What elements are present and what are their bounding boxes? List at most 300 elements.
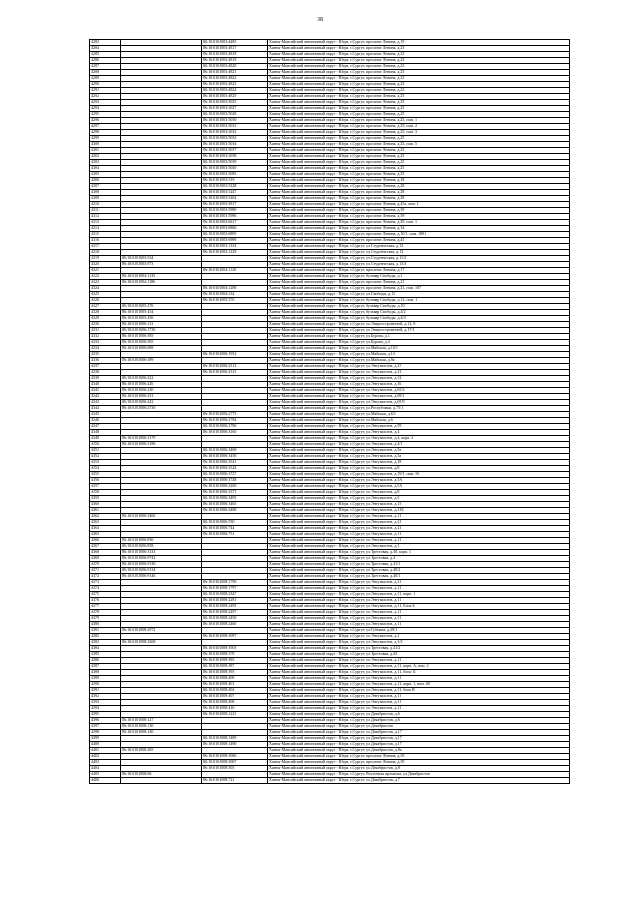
address-cell: Ханты-Мансийский автономный округ - Югра, г.Сургут, проспект Ленина, д.23 bbox=[268, 88, 570, 94]
address-cell: Ханты-Мансийский автономный округ - Югра, г.Сургут, ул.Трестовая, д.30, корп. 1 bbox=[268, 550, 570, 556]
row-number-cell: 4291 bbox=[90, 88, 121, 94]
row-number-cell: 4386 bbox=[90, 658, 121, 664]
address-cell: Ханты-Мансийский автономный округ - Югра, г.Сургут, ул.Бурова, д.3 bbox=[268, 340, 570, 346]
building-cadastral-cell: 86:10:0101006:2786 bbox=[202, 424, 268, 430]
address-cell: Ханты-Мансийский автономный округ - Югра, г.Сургут, ул.Энтузиастов, д.5 bbox=[268, 496, 570, 502]
address-cell: Ханты-Мансийский автономный округ - Югра, г.Сургут, ул.Энтузиастов, д.11 bbox=[268, 538, 570, 544]
building-cadastral-cell: 86:10:0101008:395 bbox=[202, 670, 268, 676]
address-cell: Ханты-Мансийский автономный округ - Югра, г.Сургут, проспект Ленина, д.28 bbox=[268, 190, 570, 196]
address-cell: Ханты-Мансийский автономный округ - Югра, г.Сургут, бульвар Свободы, д.10 bbox=[268, 304, 570, 310]
address-cell: Ханты-Мансийский автономный округ - Югра, г.Сургут, проспект Ленина, д.19 bbox=[268, 40, 570, 46]
building-cadastral-cell: 86:10:0101003:4824 bbox=[202, 88, 268, 94]
address-cell: Ханты-Мансийский автономный округ - Югра, г.Сургут, ул.Губкина, д.29/1 bbox=[268, 628, 570, 634]
row-number-cell: 4366 bbox=[90, 538, 121, 544]
building-cadastral-cell: 86:10:0101003:5027 bbox=[202, 106, 268, 112]
address-cell: Ханты-Мансийский автономный округ - Югра, г.Сургут, ул.Энтузиастов, д.59 bbox=[268, 424, 570, 430]
land-plot-cell: 86:10:0101006:231 bbox=[121, 394, 202, 400]
address-cell: Ханты-Мансийский автономный округ - Югра, г.Сургут, ул.Энтузиастов, д.5А bbox=[268, 478, 570, 484]
row-number-cell: 4356 bbox=[90, 478, 121, 484]
building-cadastral-cell: 86:10:0101006:2784 bbox=[202, 418, 268, 424]
address-cell: Ханты-Мансийский автономный округ - Югра, г.Сургут, проспект Ленина, д.25 bbox=[268, 166, 570, 172]
row-number-cell: 4393 bbox=[90, 700, 121, 706]
land-plot-cell: 86:10:0101008:285 bbox=[121, 748, 202, 754]
building-cadastral-cell: 86:10:0101003:5986 bbox=[202, 214, 268, 220]
address-cell: Ханты-Мансийский автономный округ - Югра, г.Сургут, проспект Ленина, д.25, пом. 3 bbox=[268, 130, 570, 136]
address-cell: Ханты-Мансийский автономный округ - Югра, г.Сургут, ул.Декабристов bbox=[268, 724, 570, 730]
row-number-cell: 4312 bbox=[90, 214, 121, 220]
address-cell: Ханты-Мансийский автономный округ - Югра, г.Сургут, проспект Ленина, д.39 bbox=[268, 754, 570, 760]
building-cadastral-cell: 86:10:0101006:751 bbox=[202, 532, 268, 538]
address-cell: Ханты-Мансийский автономный округ - Югра, г.Сургут, ул.Энтузиастов, д.21 bbox=[268, 526, 570, 532]
row-number-cell: 4406 bbox=[90, 778, 121, 784]
building-cadastral-cell: 86:10:0101003:5037 bbox=[202, 148, 268, 154]
land-plot-cell: 86:10:0101006:1730 bbox=[121, 328, 202, 334]
building-cadastral-cell: 86:10:0101003:5034 bbox=[202, 142, 268, 148]
address-cell: Ханты-Мансийский автономный округ - Югра, г.Сургут, проспект Ленина, д.25 bbox=[268, 100, 570, 106]
building-cadastral-cell: 86:10:0101008:2450 bbox=[202, 616, 268, 622]
row-number-cell: 4404 bbox=[90, 766, 121, 772]
row-number-cell: 4353 bbox=[90, 460, 121, 466]
address-cell: Ханты-Мансийский автономный округ - Югра, г.Сургут, ул.Свободы, д.11 bbox=[268, 292, 570, 298]
building-cadastral-cell: 86:10:0101003:6895 bbox=[202, 232, 268, 238]
address-cell: Ханты-Мансийский автономный округ - Югра, г.Сургут, ул.Декабристов, д.6 bbox=[268, 718, 570, 724]
land-plot-cell: 86:10:0101008:140 bbox=[121, 730, 202, 736]
building-cadastral-cell: 86:10:0101008:387 bbox=[202, 664, 268, 670]
row-number-cell: 4310 bbox=[90, 202, 121, 208]
building-cadastral-cell: 86:10:0101003:4819 bbox=[202, 58, 268, 64]
row-number-cell: 4384 bbox=[90, 646, 121, 652]
building-cadastral-cell: 86:10:0101003:5025 bbox=[202, 100, 268, 106]
land-plot-cell: 86:10:0101006:226 bbox=[121, 382, 202, 388]
row-number-cell: 4316 bbox=[90, 238, 121, 244]
building-cadastral-cell: 86:10:0101006:3465 bbox=[202, 502, 268, 508]
building-cadastral-cell: 86:10:0101003:4821 bbox=[202, 70, 268, 76]
address-cell: Ханты-Мансийский автономный округ - Югра, г.Сургут, бульвар Свободы, д.12, пом. 1 bbox=[268, 298, 570, 304]
building-cadastral-cell: 86:10:0101006:3727 bbox=[202, 472, 268, 478]
address-cell: Ханты-Мансийский автономный округ - Югра, г.Сургут, проспект Ленина, д.23 bbox=[268, 94, 570, 100]
address-cell: Ханты-Мансийский автономный округ - Югра, г.Сургут, ул.Майская, д.6/1 bbox=[268, 412, 570, 418]
land-plot-cell: 86:10:0101006:3186 bbox=[121, 442, 202, 448]
building-cadastral-cell: 86:10:0101003:5040 bbox=[202, 166, 268, 172]
row-number-cell: 4313 bbox=[90, 220, 121, 226]
address-cell: Ханты-Мансийский автономный округ - Югра, г.Сургут, проспект Ленина, д.25 bbox=[268, 112, 570, 118]
building-cadastral-cell: 86:10:0101003:5262 bbox=[202, 196, 268, 202]
row-number-cell: 4402 bbox=[90, 754, 121, 760]
address-cell: Ханты-Мансийский автономный округ - Югра, г.Сургут, ул.Трестовая, д.40/2 bbox=[268, 568, 570, 574]
building-cadastral-cell: 86:10:0101003:5817 bbox=[202, 202, 268, 208]
address-cell: Ханты-Мансийский автономный округ - Югра, г.Сургут, ул.Энтузиастов, д.18 bbox=[268, 460, 570, 466]
building-cadastral-cell: 86:10:0101006:3495 bbox=[202, 496, 268, 502]
building-cadastral-cell: 86:10:0101008:3087 bbox=[202, 634, 268, 640]
row-number-cell: 4377 bbox=[90, 604, 121, 610]
building-cadastral-cell: 86:10:0101003:6866 bbox=[202, 226, 268, 232]
address-cell: Ханты-Мансийский автономный округ - Югра, г.Сургут, проспект Ленина, д.25 bbox=[268, 148, 570, 154]
row-number-cell: 4373 bbox=[90, 580, 121, 586]
row-number-cell: 4294 bbox=[90, 106, 121, 112]
address-cell: Ханты-Мансийский автономный округ - Югра, г.Сургут, ул.Энтузиастов, д.11 bbox=[268, 700, 570, 706]
building-cadastral-cell: 86:10:0101004:1120 bbox=[202, 268, 268, 274]
building-cadastral-cell: 86:10:0101004:234 bbox=[202, 292, 268, 298]
land-plot-cell: 86:10:0101006:3179 bbox=[121, 436, 202, 442]
row-number-cell: 4374 bbox=[90, 586, 121, 592]
row-number-cell: 4338 bbox=[90, 370, 121, 376]
address-cell: Ханты-Мансийский автономный округ - Югра, г.Сургут, ул.Студенческая, д.13 bbox=[268, 244, 570, 250]
building-cadastral-cell: 86:10:0101003:5085 bbox=[202, 172, 268, 178]
row-number-cell: 4394 bbox=[90, 706, 121, 712]
row-number-cell: 4392 bbox=[90, 694, 121, 700]
address-cell: Ханты-Мансийский автономный округ - Югра, г.Сургут, ул.Энтузиастов, д.4 bbox=[268, 430, 570, 436]
land-plot-cell: 86:10:0101006:222 bbox=[121, 376, 202, 382]
address-cell: Ханты-Мансийский автономный округ - Югра, г.Сургут, ул.Энтузиастов, д.21 bbox=[268, 520, 570, 526]
address-cell: Ханты-Мансийский автономный округ - Югра, г.Сургут, ул.Энтузиастов, д.15 bbox=[268, 502, 570, 508]
row-number-cell: 4360 bbox=[90, 502, 121, 508]
row-number-cell: 4288 bbox=[90, 70, 121, 76]
address-cell: Ханты-Мансийский автономный округ - Югра, г.Сургут, проспект Ленина, д.28 bbox=[268, 196, 570, 202]
building-cadastral-cell: 86:10:0101008:3066 bbox=[202, 754, 268, 760]
address-cell: Ханты-Мансийский автономный округ - Югра, г.Сургут, ул.Энтузиастов, д.11 bbox=[268, 598, 570, 604]
address-cell: Ханты-Мансийский автономный округ - Югра, г.Сургут, ул.Энтузиастов, д.11 bbox=[268, 694, 570, 700]
building-cadastral-cell: 86:10:0101003:5038 bbox=[202, 154, 268, 160]
row-number-cell: 4284 bbox=[90, 46, 121, 52]
land-plot-cell: 86:10:0101005:454 bbox=[121, 310, 202, 316]
address-cell: Ханты-Мансийский автономный округ - Югра, г.Сургут, проспект Ленина, д.23 bbox=[268, 52, 570, 58]
land-plot-cell: 86:10:0101006:9134 bbox=[121, 568, 202, 574]
address-cell: Ханты-Мансийский автономный округ - Югра, г.Сургут, проспект Ленина, д.23 bbox=[268, 70, 570, 76]
row-number-cell: 4352 bbox=[90, 454, 121, 460]
row-number-cell: 4339 bbox=[90, 376, 121, 382]
row-number-cell: 4311 bbox=[90, 208, 121, 214]
row-number-cell: 4385 bbox=[90, 652, 121, 658]
building-cadastral-cell: 86:10:0101004:1288 bbox=[202, 286, 268, 292]
row-number-cell: 4354 bbox=[90, 466, 121, 472]
row-number-cell: 4327 bbox=[90, 304, 121, 310]
row-number-cell: 4314 bbox=[90, 226, 121, 232]
address-cell: Ханты-Мансийский автономный округ - Югра, г.Сургут, ул.Энтузиастов, д.11, Блок Б bbox=[268, 604, 570, 610]
address-cell: Ханты-Мансийский автономный округ - Югра, г.Сургут, ул.Энергостроителей, д.12, 8 bbox=[268, 322, 570, 328]
land-plot-cell: 86:10:0101006:858 bbox=[121, 544, 202, 550]
address-cell: Ханты-Мансийский автономный округ - Югра, г.Сургут, ул.Энтузиастов, д.11, блок В bbox=[268, 688, 570, 694]
row-number-cell: 4325 bbox=[90, 292, 121, 298]
row-number-cell: 4289 bbox=[90, 76, 121, 82]
address-cell: Ханты-Мансийский автономный округ - Югра, г.Сургут, ул.Республики, д.75/1 bbox=[268, 406, 570, 412]
row-number-cell: 4357 bbox=[90, 484, 121, 490]
address-cell: Ханты-Мансийский автономный округ - Югра, г.Сургут, ул.Декабристов, д.17 bbox=[268, 736, 570, 742]
row-number-cell: 4293 bbox=[90, 100, 121, 106]
address-cell: Ханты-Мансийский автономный округ - Югра, г.Сургут, ул.Энтузиастов, д.1 bbox=[268, 544, 570, 550]
address-cell: Ханты-Мансийский автономный округ - Югра, г.Сургут, ул.Энтузиастов, д.11, корп. А, пом. 2 bbox=[268, 664, 570, 670]
row-number-cell: 4359 bbox=[90, 496, 121, 502]
building-cadastral-cell: 86:10:0101003:5032 bbox=[202, 130, 268, 136]
land-plot-cell: 86:10:0101004:1135 bbox=[121, 274, 202, 280]
row-number-cell: 4297 bbox=[90, 124, 121, 130]
address-cell: Ханты-Мансийский автономный округ - Югра, г.Сургут, ул.Энтузиастов, д.11 bbox=[268, 616, 570, 622]
land-plot-cell: 86:10:0101008:127 bbox=[121, 718, 202, 724]
address-cell: Ханты-Мансийский автономный округ - Югра, г.Сургут, проспект Ленина, д.34 bbox=[268, 226, 570, 232]
row-number-cell: 4318 bbox=[90, 250, 121, 256]
address-cell: Ханты-Мансийский автономный округ - Югра, г.Сургут, ул.Декабристов, д.6 bbox=[268, 712, 570, 718]
row-number-cell: 4403 bbox=[90, 760, 121, 766]
address-cell: Ханты-Мансийский автономный округ - Югра, г.Сургут, ул.Энтузиастов, д.69/1 bbox=[268, 394, 570, 400]
row-number-cell: 4348 bbox=[90, 430, 121, 436]
land-plot-cell: 86:10:0101006:9742 bbox=[121, 556, 202, 562]
address-cell: Ханты-Мансийский автономный округ - Югра, г.Сургут, ул.Майская, д.10/1 bbox=[268, 346, 570, 352]
building-cadastral-cell: 86:10:0101003:4823 bbox=[202, 82, 268, 88]
row-number-cell: 4405 bbox=[90, 772, 121, 778]
address-cell: Ханты-Мансийский автономный округ - Югра, г.Сургут, ул.Энтузиастов, д.11 bbox=[268, 532, 570, 538]
address-cell: Ханты-Мансийский автономный округ - Югра, г.Сургут, ул.Энтузиастов, д.11 bbox=[268, 676, 570, 682]
building-cadastral-cell: 86:10:0101003:5247 bbox=[202, 190, 268, 196]
land-plot-cell: 86:10:0101008:3268 bbox=[121, 640, 202, 646]
building-cadastral-cell: 86:10:0101008:1790 bbox=[202, 580, 268, 586]
row-number-cell: 4380 bbox=[90, 622, 121, 628]
land-plot-cell: 86:10:0101006:242 bbox=[121, 400, 202, 406]
row-number-cell: 4388 bbox=[90, 670, 121, 676]
building-cadastral-cell: 86:10:0101003:4822 bbox=[202, 76, 268, 82]
address-cell: Ханты-Мансийский автономный округ - Югра, г.Сургут, ул.Студенческая, д.13/3 bbox=[268, 262, 570, 268]
row-number-cell: 4306 bbox=[90, 178, 121, 184]
row-number-cell: 4351 bbox=[90, 448, 121, 454]
address-cell: Ханты-Мансийский автономный округ - Югра, г.Сургут, ул.Энтузиастов, д.8 bbox=[268, 490, 570, 496]
address-cell: Ханты-Мансийский автономный округ - Югра, г.Сургут, проспект Ленина, д.25, пом. 2 bbox=[268, 124, 570, 130]
row-number-cell: 4292 bbox=[90, 94, 121, 100]
row-number-cell: 4362 bbox=[90, 514, 121, 520]
row-number-cell: 4320 bbox=[90, 262, 121, 268]
row-number-cell: 4347 bbox=[90, 424, 121, 430]
land-plot-cell: 86:10:0101006:9130 bbox=[121, 562, 202, 568]
row-number-cell: 4295 bbox=[90, 112, 121, 118]
row-number-cell: 4349 bbox=[90, 436, 121, 442]
address-cell: Ханты-Мансийский автономный округ - Югра, г.Сургут, ул.Энтузиастов, д.11, корп. 1 bbox=[268, 592, 570, 598]
address-cell: Ханты-Мансийский автономный округ - Югра, г.Сургут, проспект Ленина, д.21 bbox=[268, 280, 570, 286]
building-cadastral-cell: 86:10:0101008:2347 bbox=[202, 592, 268, 598]
land-plot-cell: 86:10:0101006:688 bbox=[121, 346, 202, 352]
address-cell: Ханты-Мансийский автономный округ - Югра, г.Сургут, проспект Ленина, д.39 bbox=[268, 214, 570, 220]
building-cadastral-cell: 86:10:0101003:4825 bbox=[202, 94, 268, 100]
building-cadastral-cell: 86:10:0101008:378 bbox=[202, 652, 268, 658]
address-cell: Ханты-Мансийский автономный округ - Югра, г.Сургут, ул.Энтузиастов, д.11 bbox=[268, 610, 570, 616]
building-cadastral-cell: 86:10:0101003:5030 bbox=[202, 118, 268, 124]
row-number-cell: 4361 bbox=[90, 508, 121, 514]
building-cadastral-cell: 86:10:0101003:4820 bbox=[202, 64, 268, 70]
address-cell: Ханты-Мансийский автономный округ - Югра, г.Сургут, ул.Студенческая, д.13 bbox=[268, 250, 570, 256]
building-cadastral-cell: 86:10:0101003:4818 bbox=[202, 52, 268, 58]
row-number-cell: 4364 bbox=[90, 526, 121, 532]
land-plot-cell bbox=[121, 778, 202, 784]
row-number-cell: 4304 bbox=[90, 166, 121, 172]
address-cell: Ханты-Мансийский автономный округ - Югра, г.Сургут, ул.Майская, д.14 bbox=[268, 352, 570, 358]
land-plot-cell: 86:10:0101006:9146 bbox=[121, 574, 202, 580]
address-cell: Ханты-Мансийский автономный округ - Югра, г.Сургут, проспект Ленина, д.25 bbox=[268, 136, 570, 142]
registry-table bbox=[89, 39, 570, 784]
address-cell: Ханты-Мансийский автономный округ - Югра, г.Сургут, ул.Декабристов, д.7 bbox=[268, 778, 570, 784]
row-number-cell: 4370 bbox=[90, 562, 121, 568]
land-plot-cell: 86:10:0101006:3133 bbox=[121, 550, 202, 556]
address-cell: Ханты-Мансийский автономный округ - Югра, г.Сургут, проспект Ленина, д.23 bbox=[268, 64, 570, 70]
row-number-cell: 4329 bbox=[90, 316, 121, 322]
address-cell: Ханты-Мансийский автономный округ - Югра, г.Сургут, ул.Бурова, д.1 bbox=[268, 334, 570, 340]
address-cell: Ханты-Мансийский автономный округ - Югра, г.Сургут, проспект Ленина, д.39 bbox=[268, 208, 570, 214]
row-number-cell: 4400 bbox=[90, 742, 121, 748]
row-number-cell: 4372 bbox=[90, 574, 121, 580]
row-number-cell: 4322 bbox=[90, 274, 121, 280]
row-number-cell: 4300 bbox=[90, 142, 121, 148]
building-cadastral-cell: 86:10:0101008:721 bbox=[202, 778, 268, 784]
row-number-cell: 4375 bbox=[90, 592, 121, 598]
row-number-cell: 4378 bbox=[90, 610, 121, 616]
building-cadastral-cell: 86:10:0101008:385 bbox=[202, 658, 268, 664]
building-cadastral-cell: 86:10:0101006:3468 bbox=[202, 448, 268, 454]
row-number-cell: 4369 bbox=[90, 556, 121, 562]
building-cadastral-cell: 86:10:0101003:4485 bbox=[202, 40, 268, 46]
row-number-cell: 4368 bbox=[90, 550, 121, 556]
building-cadastral-cell: 86:10:0101006:2315 bbox=[202, 370, 268, 376]
address-cell: Ханты-Мансийский автономный округ - Югра, г.Сургут, ул.Энтузиастов, д.4, корп. 2 bbox=[268, 436, 570, 442]
row-number-cell: 4355 bbox=[90, 472, 121, 478]
address-cell: Ханты-Мансийский автономный округ - Югра, г.Сургут, проспект Ленина, д.23 bbox=[268, 46, 570, 52]
building-cadastral-cell: 86:10:0101008:1797 bbox=[202, 586, 268, 592]
row-number-cell: 4343 bbox=[90, 400, 121, 406]
row-number-cell: 4333 bbox=[90, 340, 121, 346]
building-cadastral-cell: 86:10:0101003:5228 bbox=[202, 184, 268, 190]
address-cell: Ханты-Мансийский автономный округ - Югра, г.Сургут, ул.Декабристов, д.8 bbox=[268, 766, 570, 772]
land-plot-cell: 86:10:0101006:2730 bbox=[121, 406, 202, 412]
land-plot-cell: 86:10:0101008:2972 bbox=[121, 628, 202, 634]
address-cell: Ханты-Мансийский автономный округ - Югра, г.Сургут, ул.Майская, д.6 bbox=[268, 418, 570, 424]
row-number-cell: 4382 bbox=[90, 634, 121, 640]
row-number-cell: 4324 bbox=[90, 286, 121, 292]
row-number-cell: 4358 bbox=[90, 490, 121, 496]
address-cell: Ханты-Мансийский автономный округ - Югра, г.Сургут, проспект Ленина, д.23 bbox=[268, 76, 570, 82]
row-number-cell: 4397 bbox=[90, 724, 121, 730]
building-cadastral-cell: 86:10:0101008:1489 bbox=[202, 736, 268, 742]
address-cell: Ханты-Мансийский автономный округ - Югра, г.Сургут, ул.Энтузиастов, д.11 bbox=[268, 580, 570, 586]
address-cell: Ханты-Мансийский автономный округ - Югра, г.Сургут, ул.Декабристов, д.8а bbox=[268, 748, 570, 754]
address-cell: Ханты-Мансийский автономный округ - Югра, г.Сургут, ул.Энтузиастов, д.8 bbox=[268, 466, 570, 472]
address-cell: Ханты-Мансийский автономный округ - Югра, г.Сургут, ул.Энтузиастов, д.12 bbox=[268, 376, 570, 382]
building-cadastral-cell: 86:10:0101008:404 bbox=[202, 688, 268, 694]
row-number-cell: 4328 bbox=[90, 310, 121, 316]
address-cell: Ханты-Мансийский автономный округ - Югра, г.Сургут, ул.Энтузиастов, д.11 bbox=[268, 514, 570, 520]
row-number-cell: 4342 bbox=[90, 394, 121, 400]
row-number-cell: 4365 bbox=[90, 532, 121, 538]
table-row bbox=[90, 778, 570, 784]
land-plot-cell: 86:10:0101006:113 bbox=[121, 322, 202, 328]
address-cell: Ханты-Мансийский автономный округ - Югра, г.Сургут, проспект Ленина, д.25 bbox=[268, 106, 570, 112]
row-number-cell: 4283 bbox=[90, 40, 121, 46]
building-cadastral-cell: 86:10:0101008:3067 bbox=[202, 760, 268, 766]
address-cell: Ханты-Мансийский автономный округ - Югра, г.Сургут, проспект Ленина, д.25 bbox=[268, 160, 570, 166]
row-number-cell: 4326 bbox=[90, 298, 121, 304]
address-cell: Ханты-Мансийский автономный округ - Югра, г.Сургут, проспект Ленина, д.17 bbox=[268, 268, 570, 274]
building-cadastral-cell: 86:10:0101008:1490 bbox=[202, 742, 268, 748]
land-plot-cell: 86:10:0101008:66 bbox=[121, 772, 202, 778]
address-cell: Ханты-Мансийский автономный округ - Югра, г.Сургут, ул.Энтузиастов, д.65/2 bbox=[268, 388, 570, 394]
row-number-cell: 4334 bbox=[90, 346, 121, 352]
row-number-cell: 4330 bbox=[90, 322, 121, 328]
building-cadastral-cell: 86:10:0101006:2773 bbox=[202, 412, 268, 418]
building-cadastral-cell: 86:10:0101006:3488 bbox=[202, 508, 268, 514]
land-plot-cell: 86:10:0101006:189 bbox=[121, 358, 202, 364]
row-number-cell: 4341 bbox=[90, 388, 121, 394]
building-cadastral-cell: 86:10:0101006:3524 bbox=[202, 466, 268, 472]
row-number-cell: 4323 bbox=[90, 280, 121, 286]
building-cadastral-cell: 86:10:0101003:5033 bbox=[202, 136, 268, 142]
building-cadastral-cell: 86:10:0101005:370 bbox=[202, 298, 268, 304]
building-cadastral-cell: 86:10:0101003:5039 bbox=[202, 160, 268, 166]
address-cell: Ханты-Мансийский автономный округ - Югра, г.Сургут, проспект Ленина, д.28 bbox=[268, 184, 570, 190]
row-number-cell: 4396 bbox=[90, 718, 121, 724]
address-cell: Ханты-Мансийский автономный округ - Югра, г.Сургут, ул.Трестовая, д.43 bbox=[268, 652, 570, 658]
address-cell: Ханты-Мансийский автономный округ - Югра, г.Сургут, проспект Ленина, д.18 bbox=[268, 178, 570, 184]
building-cadastral-cell: 86:10:0101008:408 bbox=[202, 700, 268, 706]
land-plot-cell: 86:10:0101006:585 bbox=[121, 340, 202, 346]
land-plot-cell: 86:10:0101008:130 bbox=[121, 724, 202, 730]
address-cell: Ханты-Мансийский автономный округ - Югра, г.Сургут, ул.Трестовая, д.40/1 bbox=[268, 574, 570, 580]
land-plot-cell: 86:10:0101005:456 bbox=[121, 316, 202, 322]
row-number-cell: 4376 bbox=[90, 598, 121, 604]
building-cadastral-cell: 86:10:0101008:416 bbox=[202, 706, 268, 712]
building-cadastral-cell: 86:10:0101008:505 bbox=[202, 766, 268, 772]
address-cell: Ханты-Мансийский автономный округ - Югра, г.Сургут, ул.Энтузиастов, д.11, корп. 1, пом. 48 bbox=[268, 682, 570, 688]
address-cell: Ханты-Мансийский автономный округ - Югра, г.Сургут, проспект Ленина, д.23 bbox=[268, 58, 570, 64]
building-cadastral-cell: 86:10:0101003:6989 bbox=[202, 238, 268, 244]
row-number-cell: 4307 bbox=[90, 184, 121, 190]
land-plot-cell: 86:10:0101006:230 bbox=[121, 388, 202, 394]
building-cadastral-cell: 86:10:0101006:2312 bbox=[202, 364, 268, 370]
address-cell: Ханты-Мансийский автономный округ - Югра, г.Сургут, ул.Энтузиастов, д.65/9 bbox=[268, 400, 570, 406]
page-number: 38 bbox=[317, 17, 323, 23]
address-cell: Ханты-Мансийский автономный округ - Югра, г.Сургут, ул.Энергостроителей, д.17/1 bbox=[268, 328, 570, 334]
row-number-cell: 4346 bbox=[90, 418, 121, 424]
address-cell: Ханты-Мансийский автономный округ - Югра, г.Сургут, проспект Ленина, д.25 bbox=[268, 154, 570, 160]
row-number-cell: 4303 bbox=[90, 160, 121, 166]
address-cell: Ханты-Мансийский автономный округ - Югра, г.Сургут, ул.Энтузиастов, д.11 bbox=[268, 586, 570, 592]
row-number-cell: 4387 bbox=[90, 664, 121, 670]
building-cadastral-cell: 86:10:0101008:407 bbox=[202, 694, 268, 700]
address-cell: Ханты-Мансийский автономный округ - Югра, г.Сургут, ул.Энтузиастов, д.5А bbox=[268, 484, 570, 490]
row-number-cell: 4332 bbox=[90, 334, 121, 340]
building-cadastral-cell: 86:10:0101003:4817 bbox=[202, 46, 268, 52]
address-cell: Ханты-Мансийский автономный округ - Югра, г.Сургут, ул.Энтузиастов, д.1 bbox=[268, 634, 570, 640]
address-cell: Ханты-Мансийский автономный округ - Югра, г.Сургут, ул.Декабристов, д.17 bbox=[268, 730, 570, 736]
row-number-cell: 4340 bbox=[90, 382, 121, 388]
building-cadastral-cell: 86:10:0101006:3541 bbox=[202, 460, 268, 466]
land-plot-cell: 86:10:0101004:1186 bbox=[121, 280, 202, 286]
address-cell: Ханты-Мансийский автономный округ - Югра, г.Сургут, бульвар Свободы, д.4/2 bbox=[268, 310, 570, 316]
address-cell: Ханты-Мансийский автономный округ - Югра, г.Сургут, ул.Энтузиастов, д.11 bbox=[268, 658, 570, 664]
address-cell: Ханты-Мансийский автономный округ - Югра, г.Сургут, ул.Энтузиастов, д.11, блок 11 bbox=[268, 670, 570, 676]
address-cell: Ханты-Мансийский автономный округ - Югра, г.Сургут, ул.Энтузиастов, д.16 bbox=[268, 382, 570, 388]
building-cadastral-cell: 86:10:0101003:5031 bbox=[202, 124, 268, 130]
address-cell: Ханты-Мансийский автономный округ - Югра, г.Сургут, ул.Энтузиастов, д.21Б bbox=[268, 508, 570, 514]
row-number-cell: 4389 bbox=[90, 676, 121, 682]
address-cell: Ханты-Мансийский автономный округ - Югра, г.Сургут, ул.Студенческая, д.11/2 bbox=[268, 256, 570, 262]
row-number-cell: 4285 bbox=[90, 52, 121, 58]
row-number-cell: 4381 bbox=[90, 628, 121, 634]
address-cell: Ханты-Мансийский автономный округ - Югра, г.Сургут, бульвар Свободы, д.1 bbox=[268, 274, 570, 280]
row-number-cell: 4336 bbox=[90, 358, 121, 364]
row-number-cell: 4315 bbox=[90, 232, 121, 238]
address-cell: Ханты-Мансийский автономный округ - Югра, г.Сургут, ул.Энтузиастов, д.31 bbox=[268, 370, 570, 376]
address-cell: Ханты-Мансийский автономный округ - Югра, г.Сургут, проспект Ленина, д.49, пом. 1 bbox=[268, 220, 570, 226]
address-cell: Ханты-Мансийский автономный округ - Югра, г.Сургут, ул.Энтузиастов, д.1/2 bbox=[268, 640, 570, 646]
row-number-cell: 4308 bbox=[90, 190, 121, 196]
address-cell: Ханты-Мансийский автономный округ - Югра, г.Сургут, бульвар Свободы, д.4/3 bbox=[268, 316, 570, 322]
building-cadastral-cell: 86:10:0101006:3260 bbox=[202, 484, 268, 490]
row-number-cell: 4290 bbox=[90, 82, 121, 88]
address-cell: Ханты-Мансийский автономный округ - Югра, г.Сургут, ул.Энтузиастов, д.4/1 bbox=[268, 442, 570, 448]
building-cadastral-cell: 86:10:0101008:1221 bbox=[202, 712, 268, 718]
